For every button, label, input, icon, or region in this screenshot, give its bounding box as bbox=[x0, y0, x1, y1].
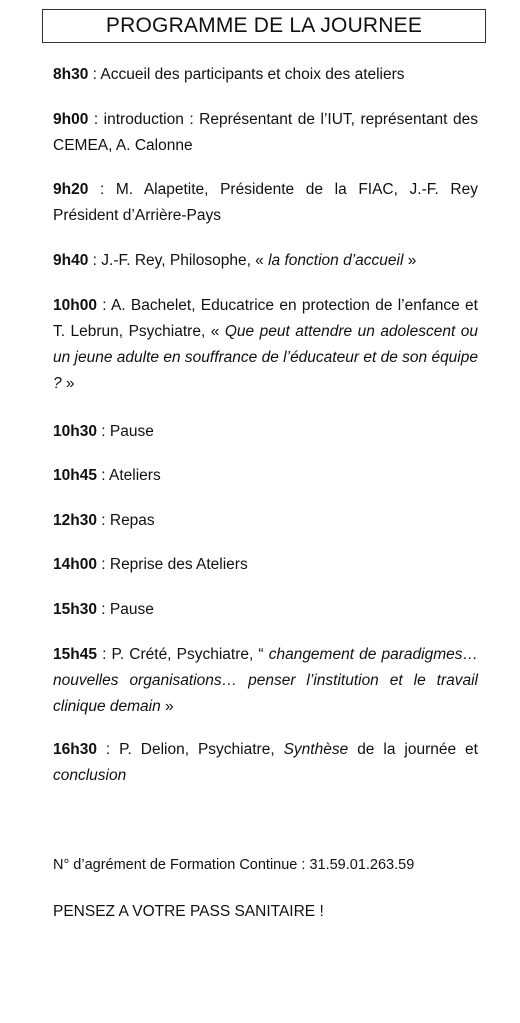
entry-time: 15h30 bbox=[53, 601, 97, 618]
entry-talk-title: changement de paradigmes… nouvelles organisations… penser l’institution et le travail clinique demain bbox=[53, 646, 478, 715]
entry-text: : Ateliers bbox=[96, 467, 161, 484]
entry-talk-title: conclusion bbox=[53, 767, 127, 784]
entry-text: : introduction : Représentant de l’IUT, représentant des CEMEA, A. Calonne bbox=[53, 111, 478, 154]
program-entry-1230 bbox=[53, 508, 478, 534]
entry-talk-title: Que peut attendre un adolescent ou un jeune adulte en souffrance de l’éducateur et de son équipe ? bbox=[53, 323, 479, 392]
entry-text: » bbox=[61, 375, 75, 392]
program-entry-1530 bbox=[53, 597, 478, 623]
page-title: PROGRAMME DE LA JOURNEE bbox=[42, 9, 486, 43]
entry-text: : J.-F. Rey, Philosophe, « bbox=[88, 252, 269, 269]
entry-text: » bbox=[403, 252, 417, 269]
entry-text: de la journée et bbox=[348, 741, 478, 758]
entry-text: : Accueil des participants et choix des ateliers bbox=[88, 66, 405, 83]
program-entry-0940 bbox=[53, 248, 478, 274]
training-approval-number: N° d’agrément de Formation Continue : 31.59.01.263.59 bbox=[53, 857, 415, 873]
entry-text: : M. Alapetite, Présidente de la FIAC, J.-F. Rey Président d’Arrière-Pays bbox=[53, 181, 478, 224]
entry-time: 9h40 bbox=[53, 252, 89, 269]
entry-talk-title: la fonction d’accueil bbox=[268, 252, 404, 269]
program-entry-1000 bbox=[53, 293, 478, 397]
program-entry-1400 bbox=[53, 552, 478, 578]
entry-time: 9h20 bbox=[53, 181, 89, 198]
entry-time: 16h30 bbox=[53, 741, 97, 758]
program-entry-1630 bbox=[53, 737, 478, 789]
entry-time: 15h45 bbox=[53, 646, 97, 663]
entry-time: 10h30 bbox=[53, 423, 97, 440]
entry-text: : Pause bbox=[96, 423, 154, 440]
entry-text: : Pause bbox=[96, 601, 154, 618]
program-entry-0830 bbox=[53, 62, 478, 88]
entry-text: : Reprise des Ateliers bbox=[96, 556, 248, 573]
entry-text: : Repas bbox=[96, 512, 155, 529]
entry-text: : A. Bachelet, Educatrice en protection de l’enfance et T. Lebrun, Psychiatre, « bbox=[53, 297, 478, 340]
entry-time: 12h30 bbox=[53, 512, 97, 529]
program-entry-1045 bbox=[53, 463, 478, 489]
entry-time: 14h00 bbox=[53, 556, 97, 573]
entry-text: : P. Delion, Psychiatre, bbox=[96, 741, 284, 758]
entry-time: 8h30 bbox=[53, 66, 89, 83]
program-entry-1030 bbox=[53, 419, 478, 445]
entry-text: » bbox=[160, 698, 174, 715]
program-entry-0920 bbox=[53, 177, 478, 229]
entry-time: 10h45 bbox=[53, 467, 97, 484]
entry-time: 9h00 bbox=[53, 111, 89, 128]
program-entry-1545 bbox=[53, 642, 478, 720]
sanitary-pass-notice: PENSEZ A VOTRE PASS SANITAIRE ! bbox=[53, 903, 324, 920]
program-entry-0900 bbox=[53, 107, 478, 159]
entry-text: : P. Crété, Psychiatre, “ bbox=[96, 646, 269, 663]
entry-talk-title: Synthèse bbox=[283, 741, 349, 758]
entry-time: 10h00 bbox=[53, 297, 97, 314]
